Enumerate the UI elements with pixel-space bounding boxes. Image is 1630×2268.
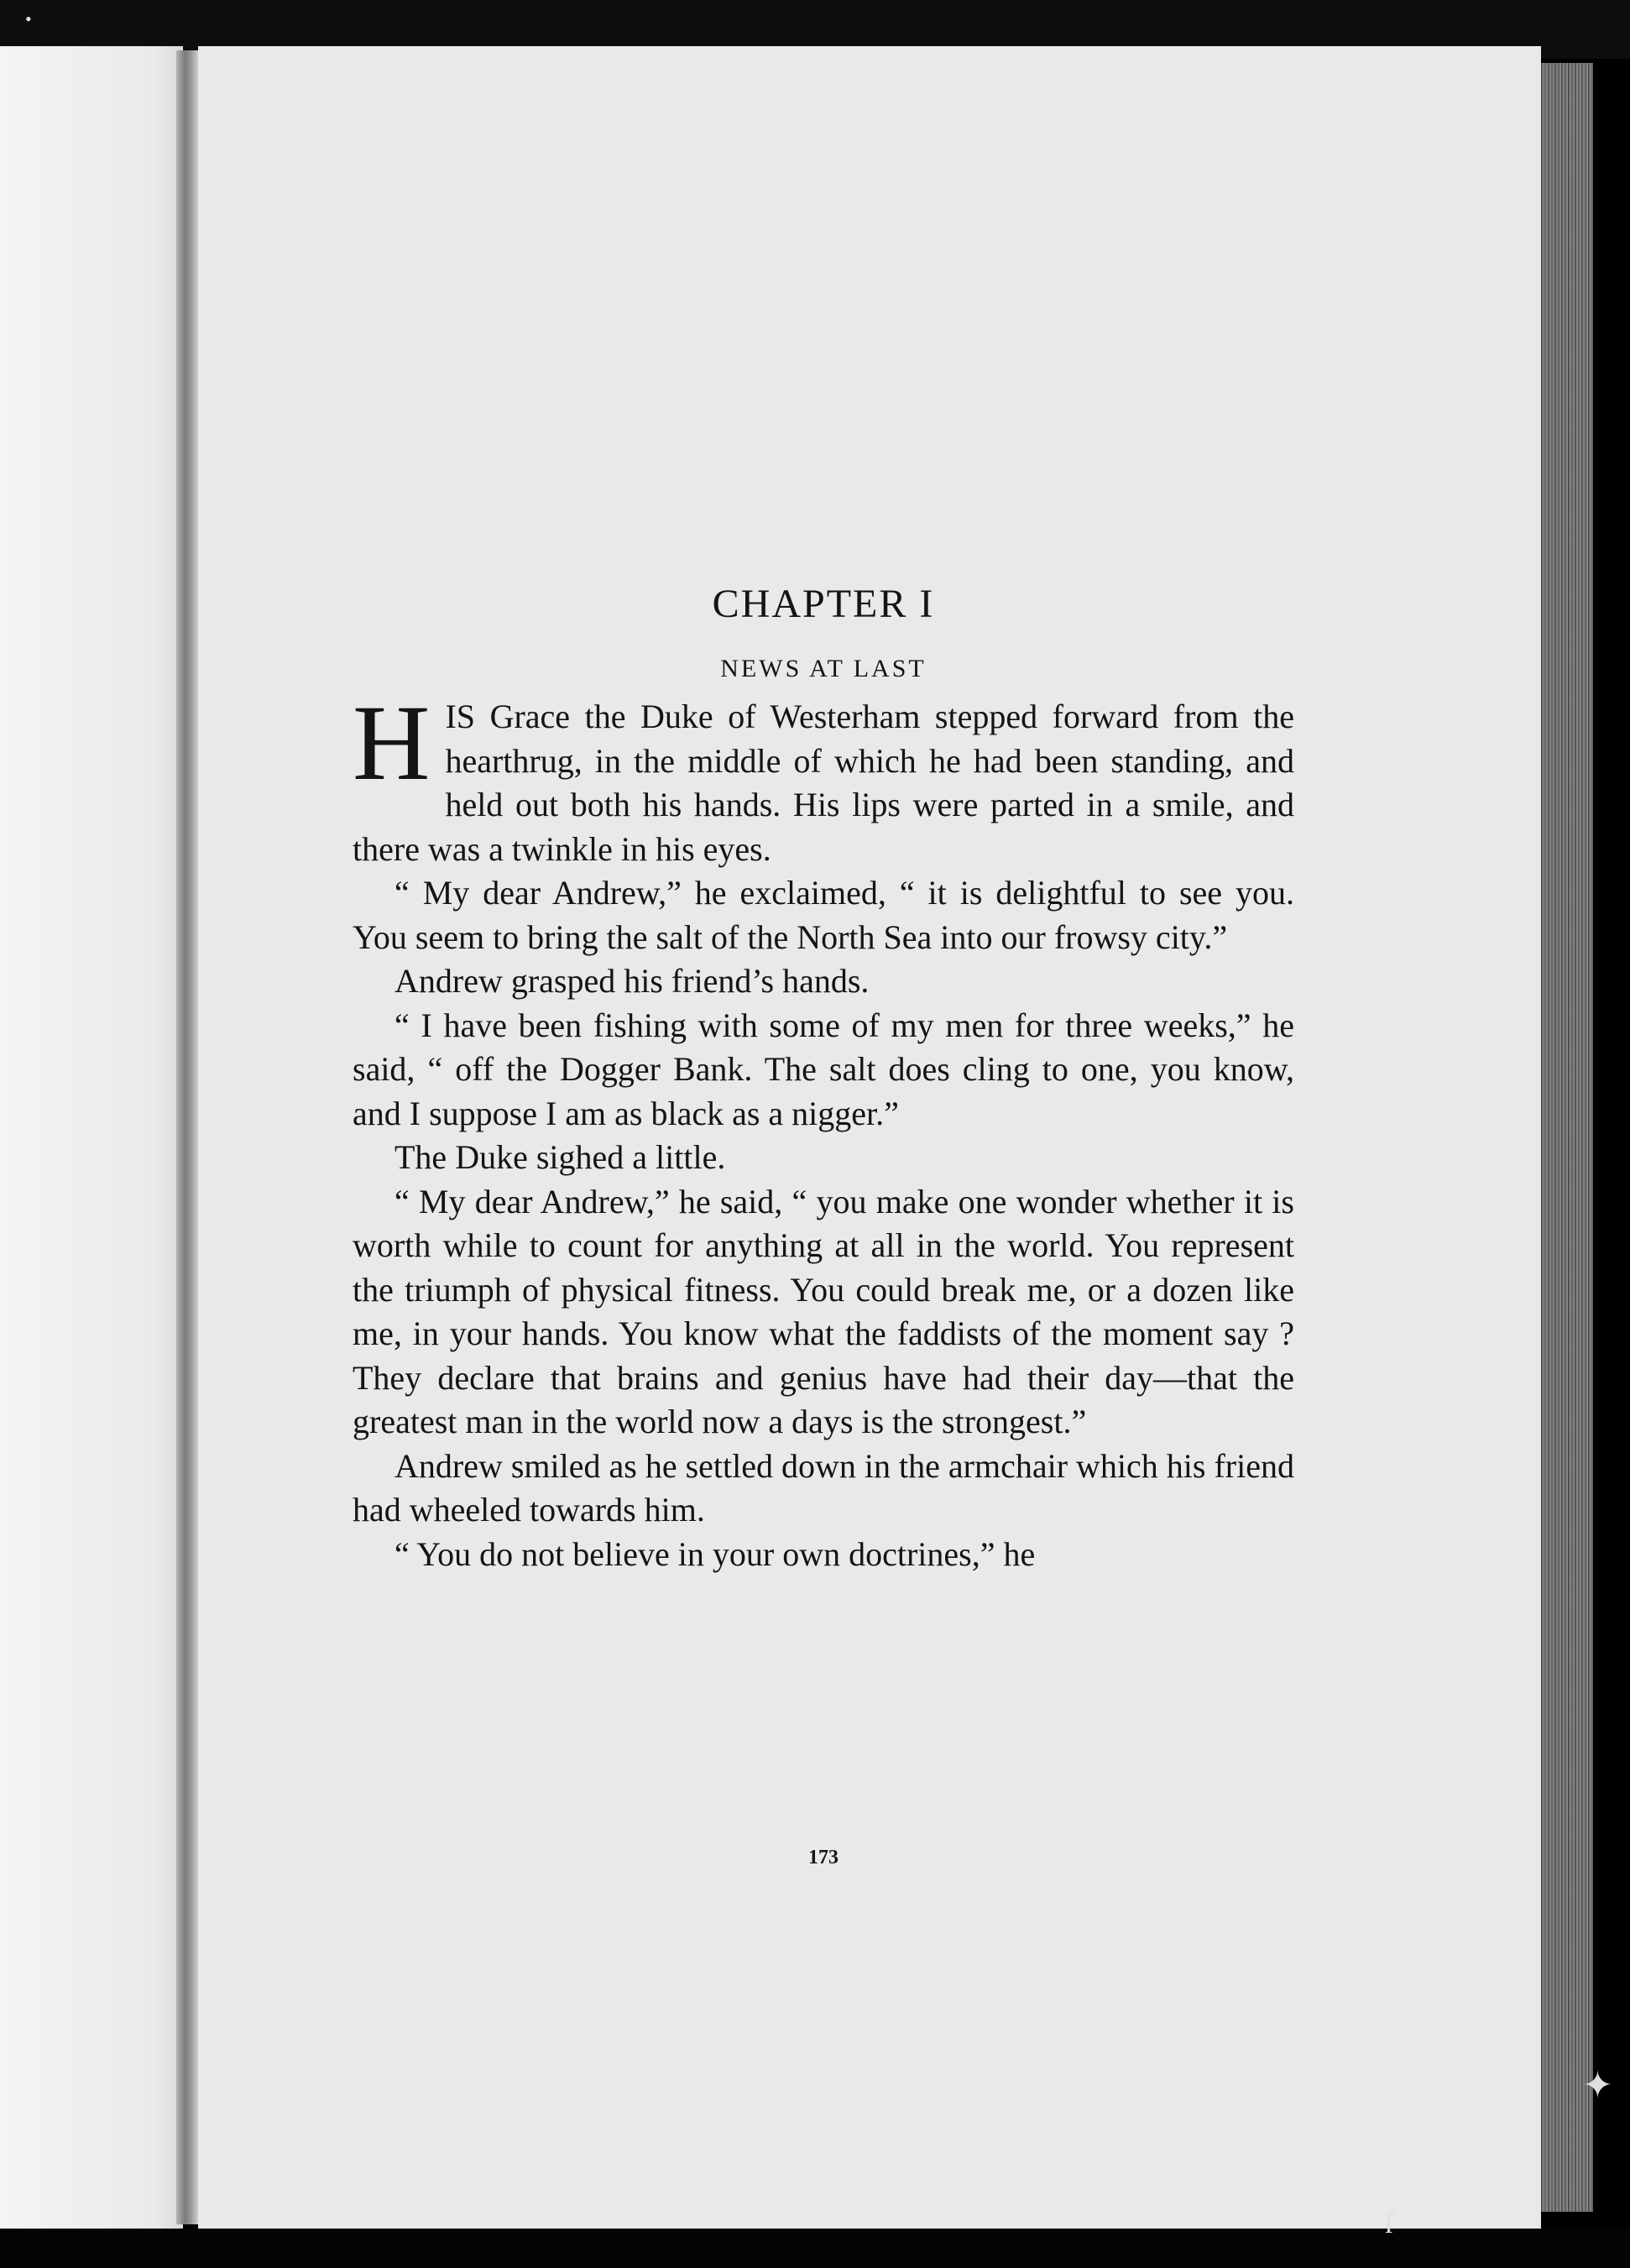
paragraph: “ My dear Andrew,” he said, “ you make one wonder whether it is worth while to count for anything at all in the world. You represent the triumph of physical fitness. You could break me, or a dozen like me, in your hands. You know what the faddists of the moment say ? They declare that brains and genius have had their day—that the greatest man in the world now a days is the strongest.” (353, 1182, 1294, 1440)
paragraph: Andrew grasped his friend’s hands. (394, 962, 870, 1000)
chapter-text-block (353, 579, 1294, 1576)
book-gutter (176, 50, 198, 2224)
paragraph: “ My dear Andrew,” he exclaimed, “ it is delightful to see you. You seem to bring the salt of the North Sea into our frowsy city.” (353, 874, 1294, 956)
paragraph: Andrew smiled as he settled down in the armchair which his friend had wheeled towards him. (353, 1446, 1294, 1529)
paragraph: “ You do not believe in your own doctrines,” he (394, 1534, 1036, 1573)
paragraph: The Duke sighed a little. (394, 1138, 726, 1176)
scan-speck-mark: ✦ (1582, 2065, 1613, 2106)
paragraph-opening (353, 683, 1294, 871)
paragraph: “ I have been fishing with some of my men for three weeks,” he said, “ off the Dogger Bank. The salt does cling to one, you know, and I suppose I am as black as a nigger.” (353, 1006, 1294, 1132)
scan-speck-mark: • (25, 8, 32, 29)
drop-cap-letter: H (353, 683, 431, 802)
chapter-title: CHAPTER I (712, 582, 935, 626)
paragraph-text: IS Grace the Duke of Westerham stepped forward from the hearthrug, in the middle of which he had been standing, and held out both his hands. His lips were parted in a smile, and there was a twinkle in his eyes. (353, 698, 1294, 868)
facing-page-edge (0, 46, 183, 2229)
page-number: 173 (808, 1847, 839, 1868)
chapter-subtitle: NEWS AT LAST (720, 655, 927, 682)
page-stack-edge (1541, 63, 1593, 2212)
scan-speck-mark: ſ (1385, 2208, 1393, 2239)
